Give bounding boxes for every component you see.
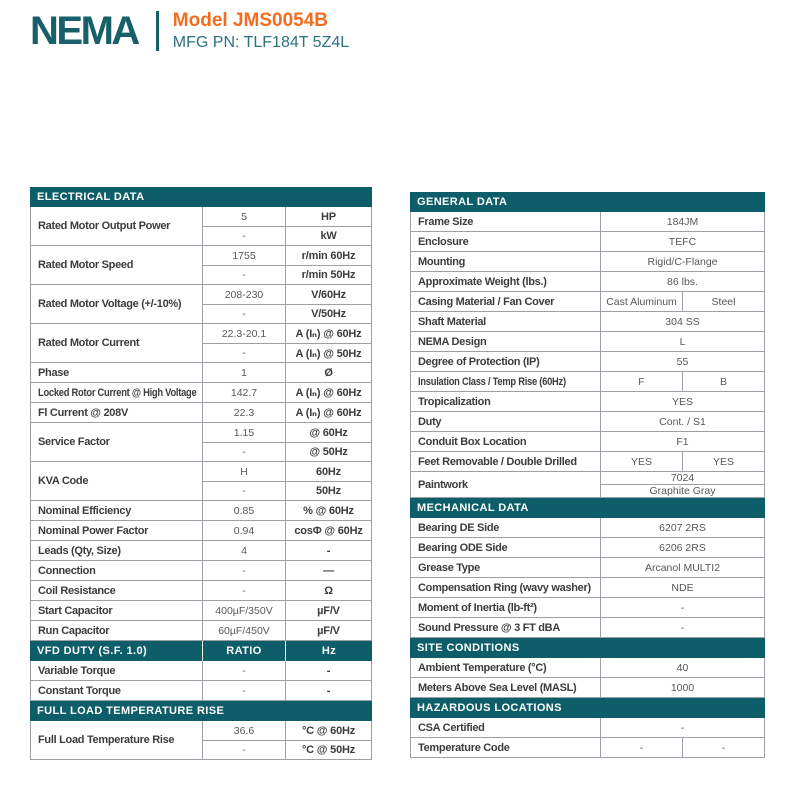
row-label: NEMA Design [411, 332, 601, 351]
row-value: - [203, 227, 286, 245]
row-label: Mounting [411, 252, 601, 271]
table-row [31, 363, 371, 383]
table-row [31, 661, 371, 681]
brand-header [30, 8, 349, 54]
row-value: - [203, 561, 286, 580]
table-row [411, 618, 764, 638]
row-value: - [203, 661, 286, 680]
row-value: Graphite Gray [601, 484, 764, 497]
row-label: Feet Removable / Double Drilled [411, 452, 601, 471]
table-row [411, 558, 764, 578]
row-label: Fl Current @ 208V [31, 403, 203, 422]
row-value: 22.3-20.1 [203, 324, 286, 343]
row-label: Compensation Ring (wavy washer) [411, 578, 601, 597]
row-value: 5 [203, 207, 286, 226]
table-row [31, 621, 371, 641]
row-label: Frame Size [411, 212, 601, 231]
row-unit: V/60Hz [311, 288, 346, 301]
row-value: 400µF/350V [203, 601, 286, 620]
section-header-full-load-temp-rise: FULL LOAD TEMPERATURE RISE [30, 701, 372, 721]
row-label: Full Load Temperature Rise [31, 721, 203, 759]
row-label: Nominal Power Factor [31, 521, 203, 540]
row-label: Shaft Material [411, 312, 601, 331]
row-value: F1 [676, 435, 689, 448]
row-label: CSA Certified [411, 718, 601, 737]
row-value: YES [630, 455, 652, 468]
row-label: Duty [411, 412, 601, 431]
table-row [411, 232, 764, 252]
table-row [31, 561, 371, 581]
row-label: Moment of Inertia (lb-ft²) [411, 598, 601, 617]
row-value: 60µF/450V [203, 621, 286, 640]
row-label: Leads (Qty, Size) [31, 541, 203, 560]
row-label: Insulation Class / Temp Rise (60Hz) [418, 375, 566, 388]
row-value: 1755 [203, 246, 286, 265]
row-value: 36.6 [203, 721, 286, 740]
table-row [411, 412, 764, 432]
table-row [31, 501, 371, 521]
row-label: Start Capacitor [31, 601, 203, 620]
row-unit: 60Hz [316, 465, 341, 478]
row-label: Meters Above Sea Level (MASL) [411, 678, 601, 697]
row-value: - [203, 305, 286, 323]
table-row [411, 658, 764, 678]
row-value: B [682, 372, 764, 391]
row-label: Constant Torque [31, 681, 203, 700]
table-row [411, 538, 764, 558]
row-label: Grease Type [411, 558, 601, 577]
row-label: Paintwork [411, 472, 601, 497]
row-label: KVA Code [31, 462, 203, 500]
nema-logo: NEMA [30, 9, 138, 53]
table-row [31, 423, 371, 462]
row-label: Sound Pressure @ 3 FT dBA [411, 618, 601, 637]
row-label: Ambient Temperature (°C) [411, 658, 601, 677]
row-unit: @ 60Hz [309, 426, 348, 439]
row-value: H [203, 462, 286, 481]
row-value: - [680, 601, 685, 614]
row-unit: - [326, 544, 331, 557]
row-value: - [203, 581, 286, 600]
row-value: - [680, 621, 685, 634]
table-row [31, 207, 371, 246]
row-unit: 50Hz [316, 485, 341, 497]
table-row [411, 432, 764, 452]
row-value: - [203, 482, 286, 500]
vfd-title: VFD DUTY (S.F. 1.0) [37, 645, 148, 657]
model-number: Model JMS0054B [172, 9, 329, 31]
row-unit: cosΦ @ 60Hz [294, 524, 363, 537]
row-unit: — [323, 564, 334, 577]
general-data-table [410, 192, 765, 758]
table-row [31, 681, 371, 701]
table-row [411, 452, 764, 472]
brand-text [159, 8, 349, 54]
row-unit: kW [320, 230, 337, 242]
row-unit: - [326, 664, 331, 677]
row-value: Cast Aluminum [606, 295, 677, 308]
row-label: Connection [31, 561, 203, 580]
row-unit: °C @ 60Hz [301, 724, 356, 737]
section-header-general: GENERAL DATA [410, 192, 765, 212]
row-value: 208-230 [203, 285, 286, 304]
row-value: Rigid/C-Flange [647, 255, 718, 268]
row-unit: r/min 50Hz [301, 269, 356, 281]
row-value: Arcanol MULTI2 [644, 561, 721, 574]
row-value: YES [671, 395, 693, 408]
row-value: 86 lbs. [667, 275, 698, 288]
row-label: Casing Material / Fan Cover [411, 292, 601, 311]
row-unit: µF/V [317, 624, 340, 637]
table-row [31, 462, 371, 501]
table-row [411, 738, 764, 758]
table-row [31, 285, 371, 324]
row-unit: °C @ 50Hz [301, 744, 356, 756]
table-row [31, 721, 371, 760]
row-unit: HP [321, 210, 336, 223]
section-header-vfd-duty [30, 641, 372, 661]
table-row [411, 718, 764, 738]
row-value: - [639, 741, 644, 754]
table-row [411, 518, 764, 538]
row-label: Run Capacitor [31, 621, 203, 640]
row-value: 304 SS [665, 315, 700, 328]
table-row [411, 312, 764, 332]
row-label: Rated Motor Speed [31, 246, 203, 284]
table-row [411, 292, 764, 312]
table-row [411, 332, 764, 352]
table-row [31, 541, 371, 561]
row-value: - [203, 266, 286, 284]
row-value: 0.85 [203, 501, 286, 520]
vfd-col-hz: Hz [285, 641, 372, 661]
table-row [411, 578, 764, 598]
table-row [411, 212, 764, 232]
row-value: Cont. / S1 [659, 415, 706, 428]
row-value: 4 [203, 541, 286, 560]
row-unit: % @ 60Hz [303, 504, 354, 517]
row-value: 0.94 [203, 521, 286, 540]
row-label: Bearing ODE Side [411, 538, 601, 557]
section-header-mechanical: MECHANICAL DATA [410, 498, 765, 518]
vfd-col-ratio: RATIO [202, 641, 285, 661]
row-value: - [680, 721, 685, 734]
table-row [31, 521, 371, 541]
row-label: Locked Rotor Current @ High Voltage [38, 386, 197, 399]
table-row [31, 324, 371, 363]
table-row [31, 601, 371, 621]
table-row [411, 472, 764, 498]
row-label: Variable Torque [31, 661, 203, 680]
table-row [411, 598, 764, 618]
row-label: Nominal Efficiency [31, 501, 203, 520]
row-unit: r/min 60Hz [301, 249, 356, 262]
row-value: 1.15 [203, 423, 286, 442]
table-row [411, 352, 764, 372]
row-value: - [203, 741, 286, 759]
row-label: Degree of Protection (IP) [411, 352, 601, 371]
table-row [411, 372, 764, 392]
section-header-site-conditions: SITE CONDITIONS [410, 638, 765, 658]
table-row [31, 581, 371, 601]
row-value: 7024 [670, 472, 695, 484]
row-value: - [203, 681, 286, 700]
table-row [411, 392, 764, 412]
row-value: Steel [682, 292, 764, 311]
row-unit: µF/V [317, 604, 340, 617]
row-value: 6206 2RS [659, 541, 706, 554]
table-row [31, 246, 371, 285]
row-value: - [203, 443, 286, 461]
row-value: YES [682, 452, 764, 471]
row-unit: A (Iₙ) @ 60Hz [295, 407, 362, 419]
row-unit: @ 50Hz [309, 446, 348, 458]
table-row [31, 403, 371, 423]
row-label: Service Factor [31, 423, 203, 461]
row-label: Enclosure [411, 232, 601, 251]
row-unit: A (Iₙ) @ 60Hz [295, 328, 362, 340]
row-label: Temperature Code [411, 738, 601, 757]
row-value: 142.7 [203, 383, 286, 402]
table-row [411, 252, 764, 272]
row-label: Rated Motor Voltage (+/-10%) [31, 285, 203, 323]
row-value: L [679, 335, 686, 348]
row-value: - [203, 344, 286, 362]
mfg-part-number: MFG PN: TLF184T 5Z4L [172, 33, 350, 51]
row-label: Rated Motor Current [31, 324, 203, 362]
table-row [411, 678, 764, 698]
row-unit: A (Iₙ) @ 50Hz [295, 347, 362, 360]
row-label: Approximate Weight (lbs.) [411, 272, 601, 291]
row-label: Bearing DE Side [411, 518, 601, 537]
row-label: Tropicalization [411, 392, 601, 411]
table-row [411, 272, 764, 292]
row-value: 40 [676, 661, 689, 674]
row-label: Coil Resistance [31, 581, 203, 600]
row-value: 1 [203, 363, 286, 382]
row-unit: V/50Hz [311, 308, 346, 320]
row-unit: - [326, 684, 331, 697]
row-value: 184JM [666, 215, 699, 228]
row-unit: A (Iₙ) @ 60Hz [295, 387, 362, 399]
section-header-hazardous-locations: HAZARDOUS LOCATIONS [410, 698, 765, 718]
row-unit: Ø [324, 366, 333, 379]
row-value: F [638, 375, 645, 388]
row-value: 6207 2RS [659, 521, 706, 534]
row-value: NDE [671, 581, 694, 594]
row-value: 55 [676, 355, 689, 368]
row-value: - [682, 738, 764, 757]
row-value: 22.3 [203, 403, 286, 422]
row-unit: Ω [324, 584, 333, 597]
row-value: TEFC [668, 235, 697, 248]
row-label: Phase [31, 363, 203, 382]
row-value: 1000 [670, 681, 695, 694]
electrical-data-table [30, 187, 372, 760]
table-row [31, 383, 371, 403]
row-label: Conduit Box Location [411, 432, 601, 451]
section-header-electrical: ELECTRICAL DATA [30, 187, 372, 207]
row-label: Rated Motor Output Power [31, 207, 203, 245]
